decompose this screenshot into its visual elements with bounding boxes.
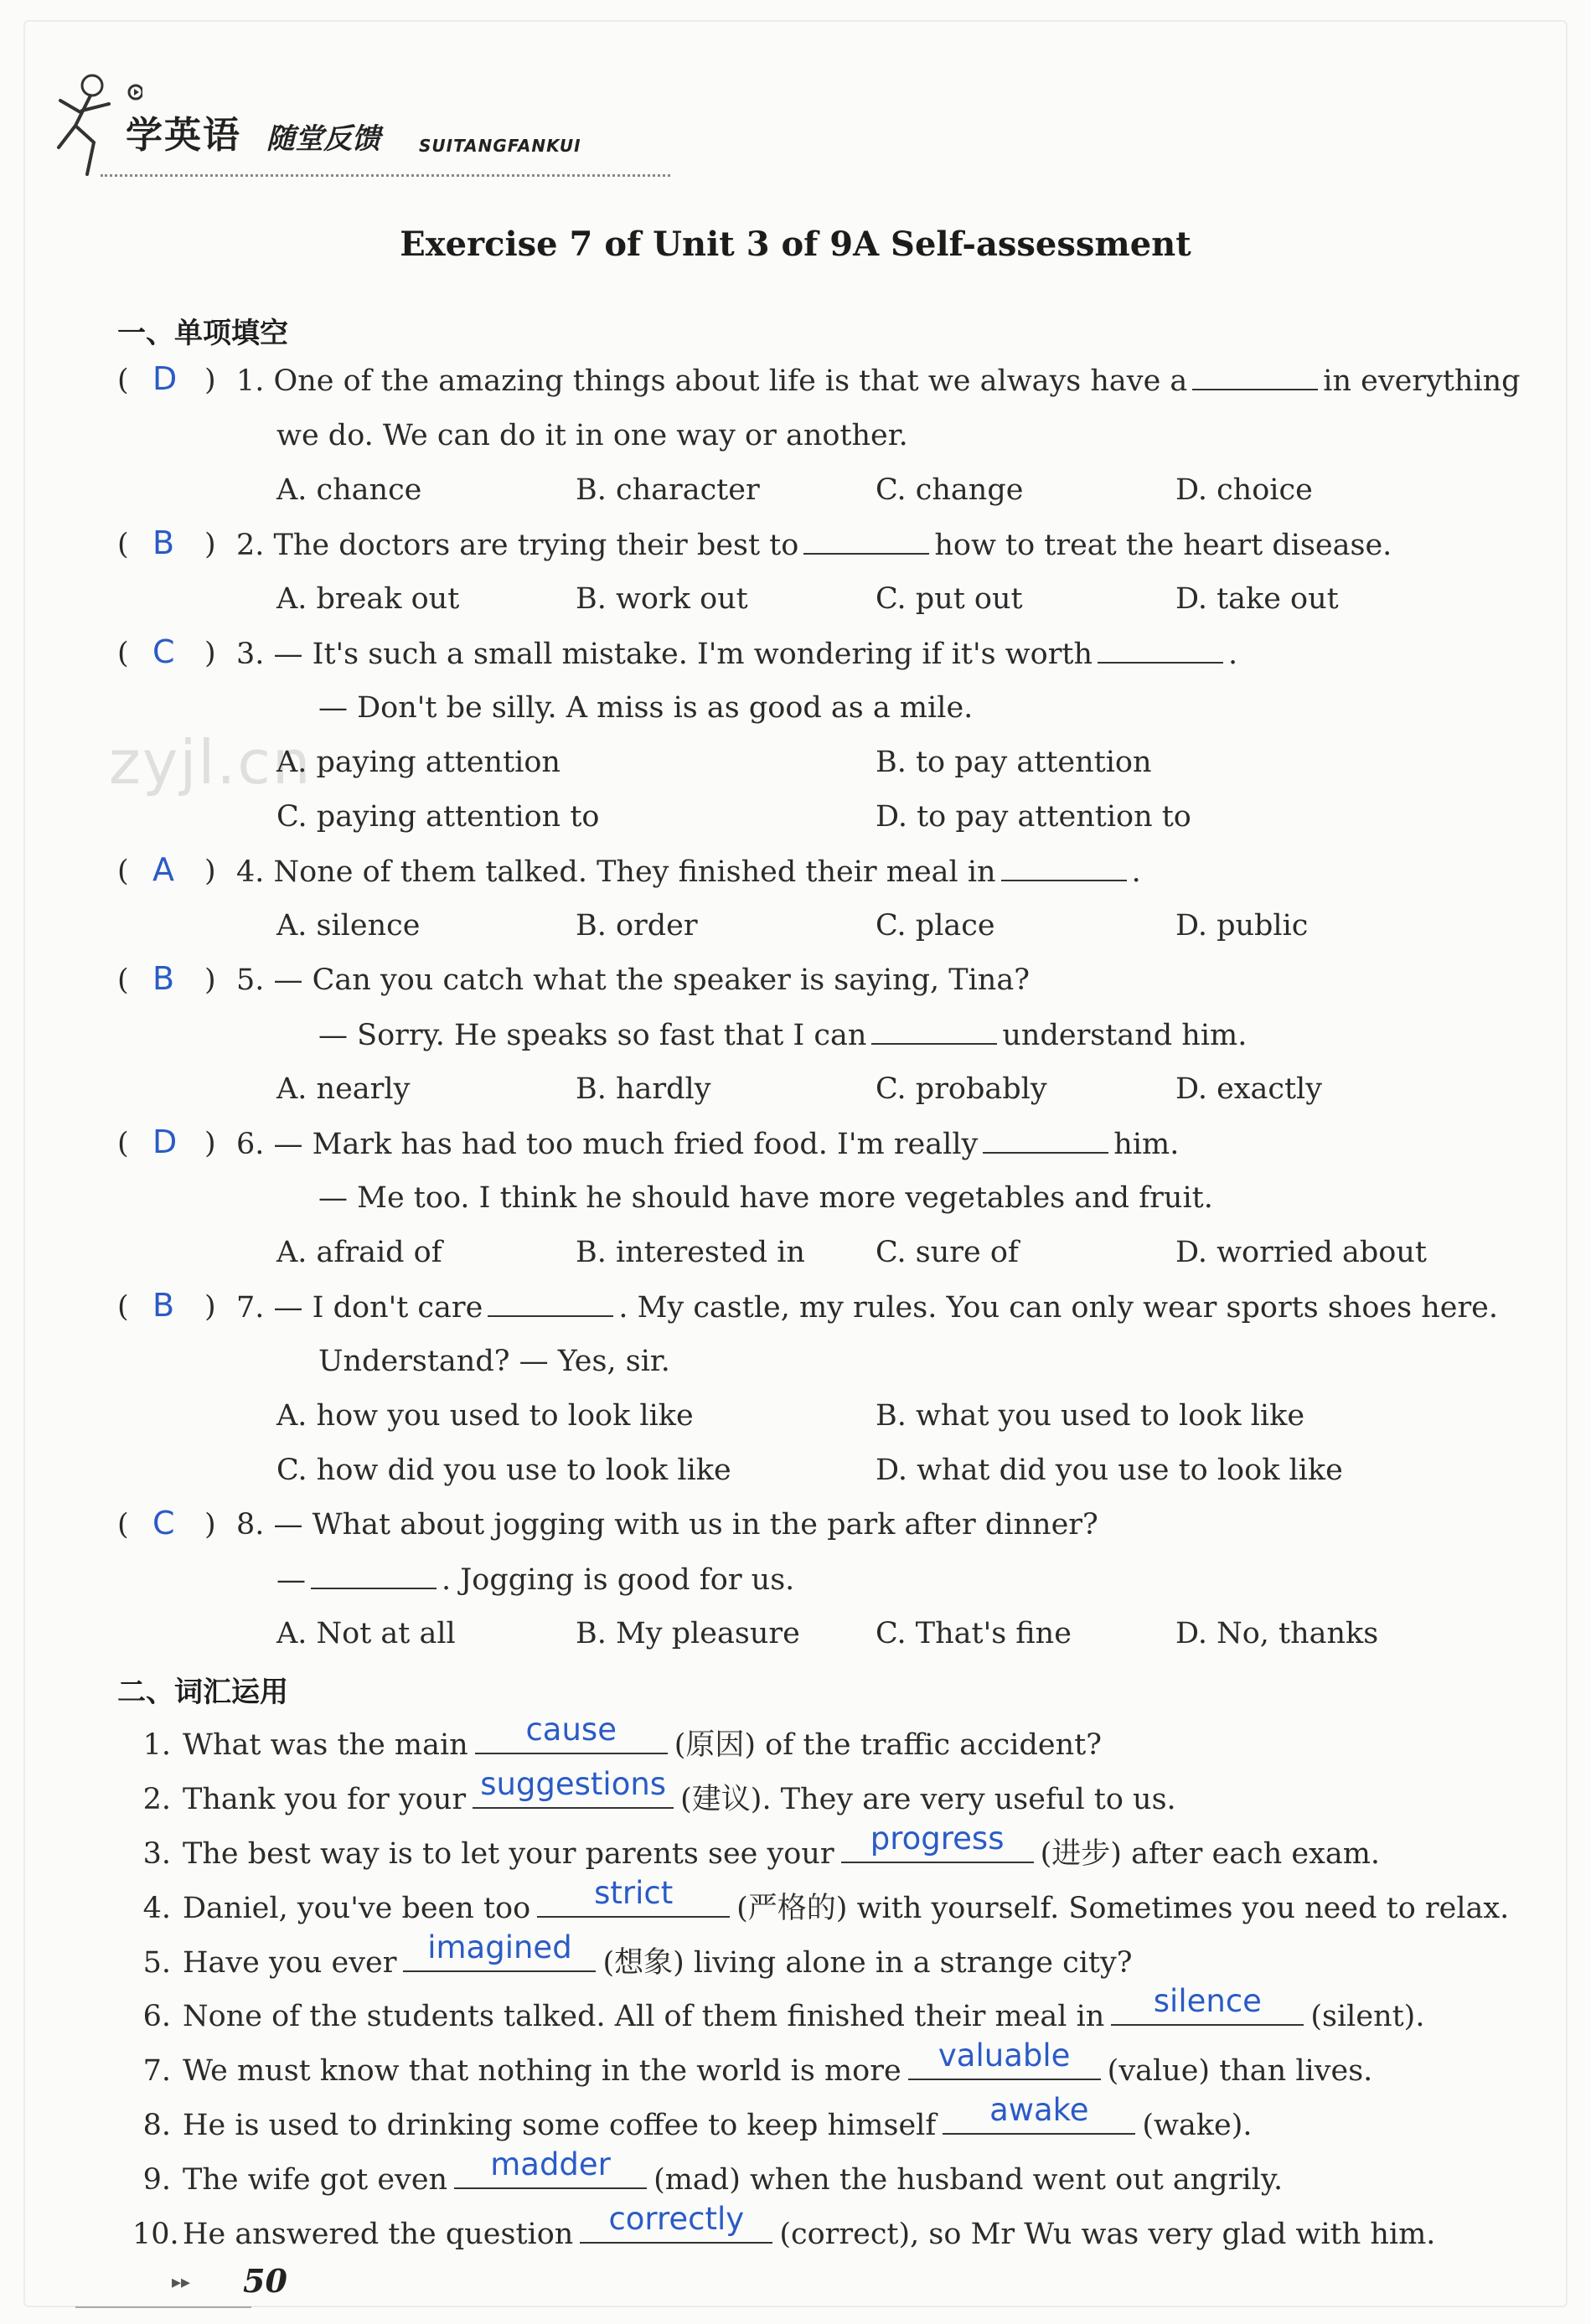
answer-6: D [152,1123,178,1160]
option-b: B. order [576,909,698,943]
page-title: Exercise 7 of Unit 3 of 9A Self-assessment [400,225,1191,264]
question-6-stem: 6. — Mark has had too much fried food. I'm really him. [236,1128,1180,1161]
answer-3: C [152,633,175,670]
logo-pinyin: SUITANGFANKUI [419,136,581,156]
answer-paren-close: ) [204,855,216,888]
header-logo [42,59,645,184]
answer-paren-open: ( [117,1290,129,1324]
answer-5: B [152,960,175,997]
option-c: C. change [876,473,1024,507]
option-c: C. That's fine [876,1617,1072,1650]
question-8-stem-cont: — . Jogging is good for us. [276,1563,795,1597]
vocab-answer: strict [594,1875,674,1911]
option-b: B. character [576,473,760,507]
answer-paren-open: ( [117,637,129,670]
option-d: D. No, thanks [1175,1617,1379,1650]
question-2-stem: 2. The doctors are trying their best to how to treat the heart disease. [236,529,1392,562]
option-c: C. put out [876,582,1023,616]
option-b: B. work out [576,582,748,616]
option-b: B. hardly [576,1072,711,1106]
question-3-stem: 3. — It's such a small mistake. I'm wondering if it's worth . [236,638,1238,671]
answer-paren-open: ( [117,1127,129,1160]
option-c: C. how did you use to look like [276,1454,731,1487]
vocab-item-10: 10. He answered the question correctly (correct), so Mr Wu was very glad with him. [132,2201,1436,2251]
section1-heading: 一、单项填空 [117,317,288,350]
option-a: A. chance [276,473,422,507]
vocab-item-5: 5. Have you ever imagined (想象) living alone in a strange city? [142,1929,1133,1980]
logo-subtitle: 随堂反馈 [266,122,380,156]
option-a: A. afraid of [276,1236,442,1269]
option-d: D. exactly [1175,1072,1323,1106]
question-6-stem-cont: — Me too. I think he should have more vegetables and fruit. [318,1181,1213,1215]
question-1-stem: 1. One of the amazing things about life is that we always have a in everything [236,364,1521,398]
option-c: C. probably [876,1072,1047,1106]
answer-8: C [152,1505,175,1542]
answer-paren-open: ( [117,963,129,997]
option-b: B. what you used to look like [876,1399,1305,1433]
option-d: D. worried about [1175,1236,1427,1269]
answer-paren-close: ) [204,364,216,397]
option-a: A. Not at all [276,1617,456,1650]
blank [803,528,929,555]
option-a: A. how you used to look like [276,1399,694,1433]
vocab-item-8: 8. He is used to drinking some coffee to keep himself awake (wake). [142,2092,1253,2142]
blank [1098,637,1223,664]
answer-paren-close: ) [204,528,216,561]
blank [488,1290,613,1317]
blank [1192,364,1318,390]
option-a: A. break out [276,582,460,616]
answer-paren-close: ) [204,637,216,670]
option-d: D. to pay attention to [876,800,1191,834]
header-divider [101,174,670,177]
option-c: C. paying attention to [276,800,600,834]
vocab-item-1: 1. What was the main cause (原因) of the traffic accident? [142,1712,1102,1762]
vocab-answer: imagined [427,1929,572,1965]
option-d: D. take out [1175,582,1339,616]
blank [1001,855,1127,881]
option-d: D. choice [1175,473,1313,507]
blank [311,1562,436,1589]
option-a: A. paying attention [276,746,560,779]
blank [983,1127,1108,1154]
vocab-answer: progress [870,1820,1005,1857]
answer-1: D [152,360,178,397]
answer-paren-open: ( [117,1508,129,1542]
answer-paren-close: ) [204,1508,216,1542]
option-a: A. silence [276,909,421,943]
vocab-answer: correctly [608,2201,745,2237]
question-5-stem-cont: — Sorry. He speaks so fast that I can understand him. [318,1019,1247,1052]
vocab-item-4: 4. Daniel, you've been too strict (严格的) with yourself. Sometimes you need to relax. [142,1875,1510,1925]
answer-paren-open: ( [117,528,129,561]
vocab-item-2: 2. Thank you for your suggestions (建议). They are very useful to us. [142,1766,1176,1816]
question-7-stem: 7. — I don't care . My castle, my rules. You can only wear sports shoes here. [236,1291,1499,1325]
footer-arrows-icon: ▸▸ [172,2272,191,2293]
vocab-answer: awake [989,2092,1089,2128]
section2-heading: 二、词汇运用 [117,1676,288,1709]
answer-paren-open: ( [117,855,129,888]
answer-7: B [152,1287,175,1324]
option-d: D. public [1175,909,1309,943]
answer-paren-close: ) [204,1127,216,1160]
option-c: C. place [876,909,995,943]
answer-paren-open: ( [117,364,129,397]
vocab-answer: suggestions [480,1766,667,1802]
answer-4: A [152,851,174,888]
vocab-item-6: 6. None of the students talked. All of them finished their meal in silence (silent). [142,1983,1425,2033]
vocab-answer: silence [1153,1983,1262,2019]
option-d: D. what did you use to look like [876,1454,1343,1487]
answer-paren-close: ) [204,1290,216,1324]
vocab-answer: valuable [938,2037,1071,2074]
question-1-stem-cont: we do. We can do it in one way or another. [276,419,908,452]
option-b: B. to pay attention [876,746,1152,779]
question-7-stem-cont: Understand? — Yes, sir. [318,1345,670,1378]
question-5-stem: 5. — Can you catch what the speaker is saying, Tina? [236,963,1030,997]
question-8-stem: 8. — What about jogging with us in the park after dinner? [236,1508,1098,1542]
vocab-answer: madder [490,2146,611,2182]
blank [871,1018,997,1045]
page-number: 50 [243,2262,287,2300]
vocab-answer: cause [525,1712,617,1748]
vocab-item-7: 7. We must know that nothing in the world is more valuable (value) than lives. [142,2037,1373,2088]
vocab-item-3: 3. The best way is to let your parents see your progress (进步) after each exam. [142,1820,1381,1871]
question-3-stem-cont: — Don't be silly. A miss is as good as a mile. [318,691,974,725]
option-b: B. interested in [576,1236,805,1269]
answer-paren-close: ) [204,963,216,997]
answer-2: B [152,524,175,561]
footer-divider [75,2306,251,2308]
logo-title: 学英语 [126,114,241,157]
question-4-stem: 4. None of them talked. They finished their meal in . [236,855,1141,889]
vocab-item-9: 9. The wife got even madder (mad) when the husband went out angrily. [142,2146,1284,2197]
option-c: C. sure of [876,1236,1019,1269]
option-b: B. My pleasure [576,1617,800,1650]
watermark: zyjl.cn [109,727,313,798]
option-a: A. nearly [276,1072,411,1106]
